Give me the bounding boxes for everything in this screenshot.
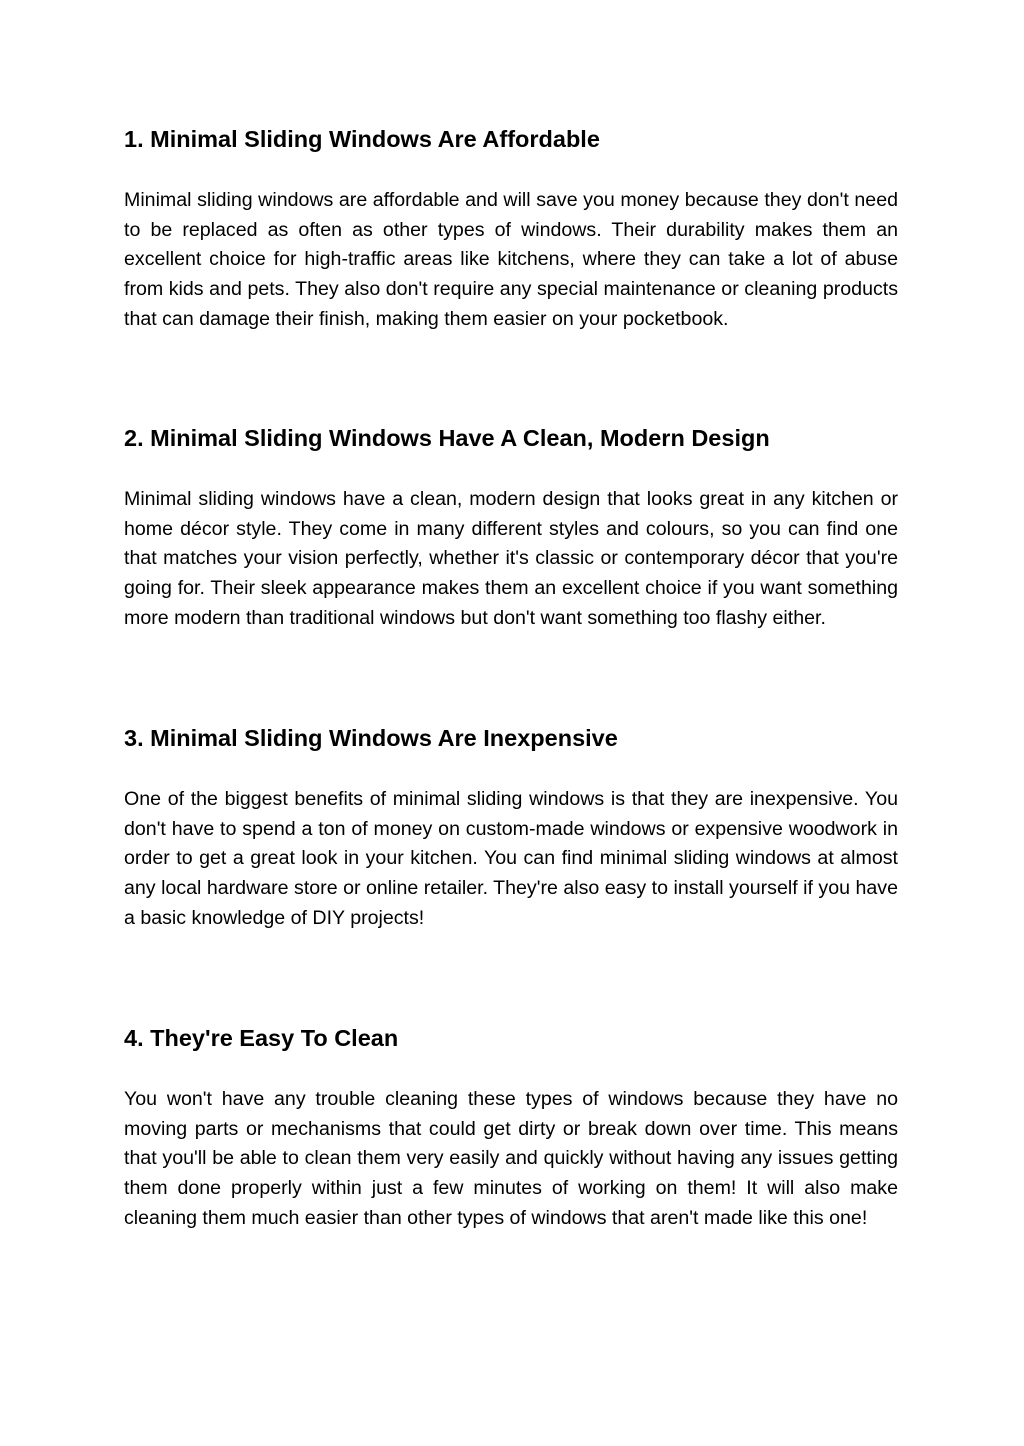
section-affordable — [124, 124, 898, 335]
section-heading: 1. Minimal Sliding Windows Are Affordable — [124, 126, 600, 152]
section-modern-design — [124, 423, 898, 634]
section-easy-to-clean — [124, 1023, 898, 1234]
section-heading: 4. They're Easy To Clean — [124, 1025, 399, 1051]
section-heading: 2. Minimal Sliding Windows Have A Clean, Modern Design — [124, 425, 770, 451]
section-inexpensive — [124, 723, 898, 934]
section-paragraph: One of the biggest benefits of minimal sliding windows is that they are inexpensive. You don't have to spend a ton of money on custom-made windows or expensive woodwork in order to get a great look in your kitchen. You can find minimal sliding windows at almost any local hardware store or online retailer. They're also easy to install yourself if you have a basic knowledge of DIY projects! — [124, 788, 898, 929]
section-paragraph: Minimal sliding windows have a clean, modern design that looks great in any kitchen or home décor style. They come in many different styles and colours, so you can find one that matches your vision perfectly, whether it's classic or contemporary décor that you're going for. Their sleek appearance makes them an excellent choice if you want something more modern than traditional windows but don't want something too flashy either. — [124, 488, 898, 629]
section-heading: 3. Minimal Sliding Windows Are Inexpensive — [124, 725, 618, 751]
section-paragraph: You won't have any trouble cleaning these types of windows because they have no moving parts or mechanisms that could get dirty or break down over time. This means that you'll be able to clean them very easily and quickly without having any issues getting them done properly within just a few minutes of working on them! It will also make cleaning them much easier than other types of windows that aren't made like this one! — [124, 1088, 898, 1229]
section-paragraph: Minimal sliding windows are affordable and will save you money because they don't need to be replaced as often as other types of windows. Their durability makes them an excellent choice for high-traffic areas like kitchens, where they can take a lot of abuse from kids and pets. They also don't require any special maintenance or cleaning products that can damage their finish, making them easier on your pocketbook. — [124, 189, 898, 330]
